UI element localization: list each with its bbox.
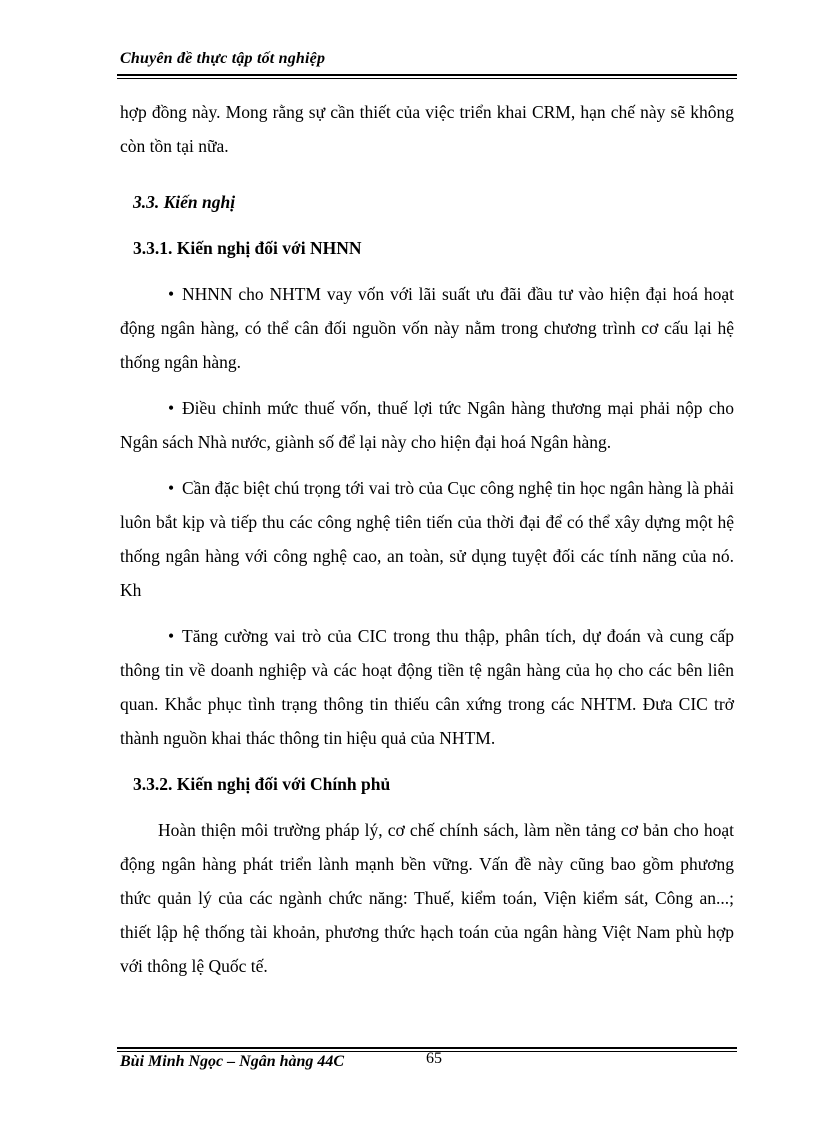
bullet-icon: •: [168, 626, 175, 646]
page-number: 65: [426, 1050, 442, 1067]
bullet-item: [120, 471, 734, 607]
footer-author: Bùi Minh Ngọc – Ngân hàng 44C: [120, 1053, 345, 1070]
bullet-text: NHNN cho NHTM vay vốn với lãi suất ưu đãi đầu tư vào hiện đại hoá hoạt động ngân hàng, có thể cân đối nguồn vốn này nằm trong chương trình cơ cấu lại hệ thống ngân hàng.: [120, 284, 734, 372]
bullet-text: Điều chỉnh mức thuế vốn, thuế lợi tức Ngân hàng thương mại phải nộp cho Ngân sách Nhà nước, giành số để lại này cho hiện đại hoá Ngân hàng.: [120, 398, 734, 452]
subsection-heading-nhnn: 3.3.1. Kiến nghị đối với NHNN: [133, 238, 362, 258]
bullet-item: [120, 277, 734, 379]
bullet-icon: •: [168, 398, 175, 418]
section-heading: 3.3. Kiến nghị: [133, 192, 236, 212]
bullet-icon: •: [168, 478, 175, 498]
running-header: Chuyên đề thực tập tốt nghiệp: [120, 50, 326, 67]
page-body: [120, 95, 734, 983]
bullet-item: [120, 391, 734, 459]
bullet-text: Cần đặc biệt chú trọng tới vai trò của Cục công nghệ tin học ngân hàng là phải luôn bắt kịp và tiếp thu các công nghệ tiên tiến của thời đại để có thể xây dựng một hệ thống ngân hàng với công nghệ cao, an toàn, sử dụng tuyệt đối các tính năng của nó. Kh: [120, 478, 734, 600]
bullet-item: [120, 619, 734, 755]
government-paragraph: Hoàn thiện môi trường pháp lý, cơ chế chính sách, làm nền tảng cơ bản cho hoạt động ngân hàng phát triển lành mạnh bền vững. Vấn đề này cũng bao gồm phương thức quản lý của các ngành chức năng: Thuế, kiểm toán, Viện kiểm sát, Công an...; thiết lập hệ thống tài khoản, phương thức hạch toán của ngân hàng Việt Nam phù hợp với thông lệ Quốc tế.: [120, 820, 734, 976]
intro-paragraph: hợp đồng này. Mong rằng sự cần thiết của việc triển khai CRM, hạn chế này sẽ không còn tồn tại nữa.: [120, 102, 734, 156]
bullet-icon: •: [168, 284, 175, 304]
bullet-text: Tăng cường vai trò của CIC trong thu thập, phân tích, dự đoán và cung cấp thông tin về doanh nghiệp và các hoạt động tiền tệ ngân hàng của họ cho các bên liên quan. Khắc phục tình trạng thông tin thiếu cân xứng trong các NHTM. Đưa CIC trở thành nguồn khai thác thông tin hiệu quả của NHTM.: [120, 626, 734, 748]
header-rule: [117, 74, 737, 79]
subsection-heading-government: 3.3.2. Kiến nghị đối với Chính phủ: [133, 774, 391, 794]
